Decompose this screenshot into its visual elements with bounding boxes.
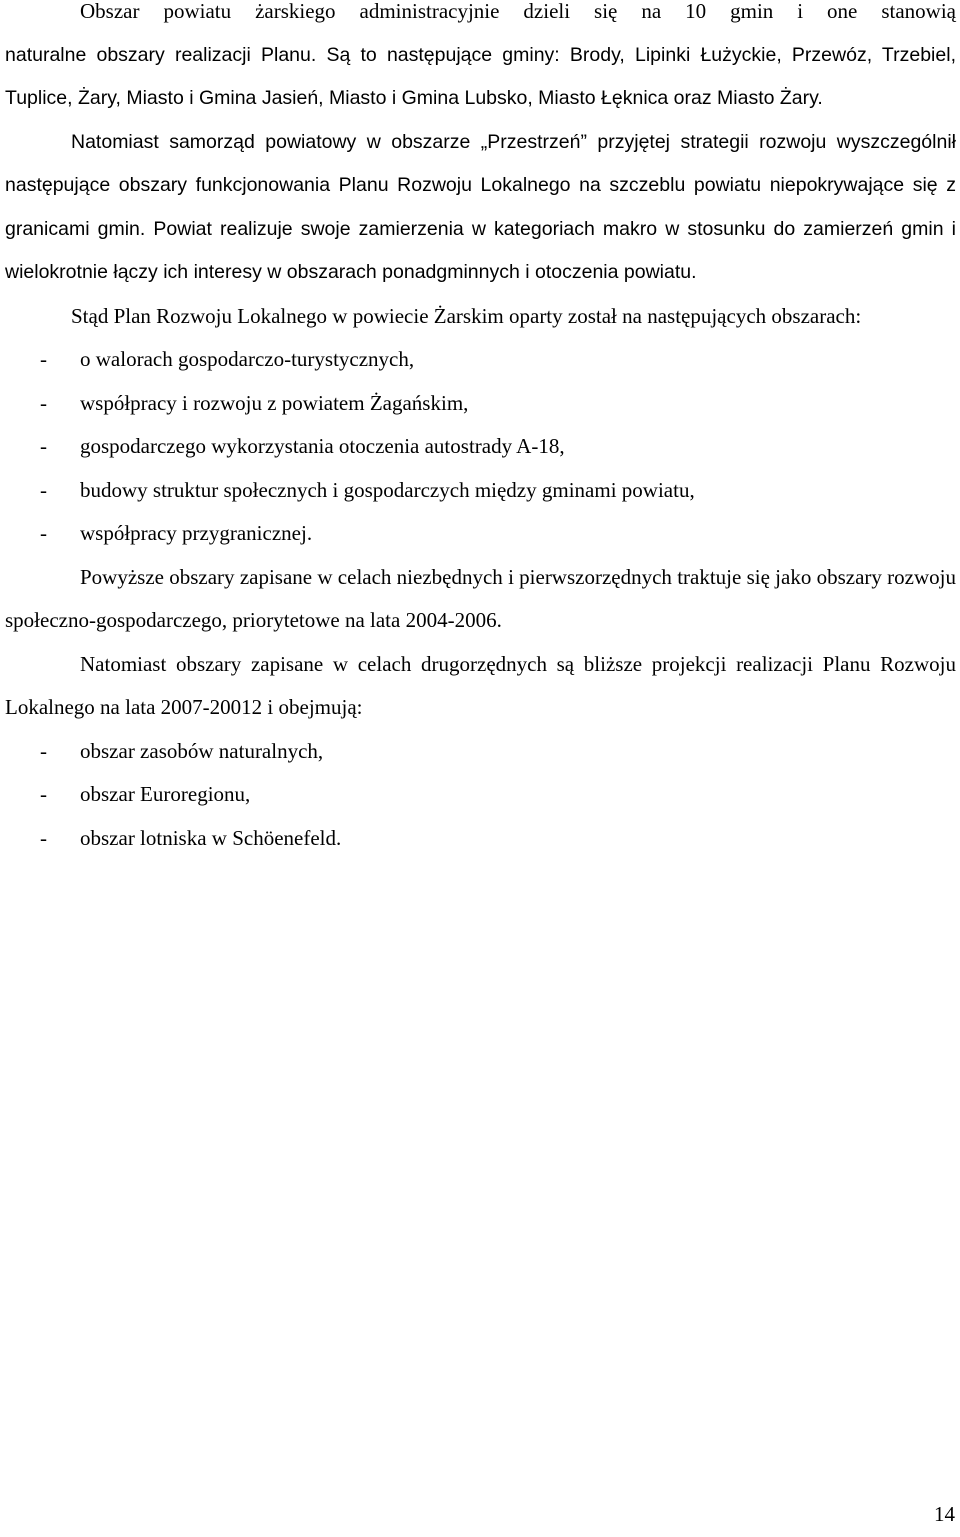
list-item-text: gospodarczego wykorzystania otoczenia autostrady A-18,	[80, 434, 565, 458]
list-bullet: -	[40, 521, 47, 545]
list-item	[5, 773, 956, 817]
list-item	[5, 730, 956, 774]
paragraph-priorytety: Powyższe obszary zapisane w celach niezbędnych i pierwszorzędnych traktuje się jako obszary rozwoju społeczno-gospodarczego, priorytetowe na lata 2004-2006.	[5, 564, 956, 632]
list-item-text: o walorach gospodarczo-turystycznych,	[80, 347, 415, 371]
list-item-text: obszar Euroregionu,	[80, 782, 251, 806]
list-item	[5, 425, 956, 469]
paragraph-samorzad: Natomiast samorząd powiatowy w obszarze „Przestrzeń” przyjętej strategii rozwoju wyszczególnił następujące obszary funkcjonowania Planu Rozwoju Lokalnego na szczeblu powiatu niepokrywające się z granicami gmin. Powiat realizuje swoje zamierzenia w kategoriach makro w stosunku do zamierzeń gmin i wielokrotnie łączy ich interesy w obszarach ponadgminnych i otoczenia powiatu.	[5, 130, 956, 283]
list-bullet: -	[40, 477, 47, 502]
list-bullet: -	[40, 347, 47, 371]
list-bullet: -	[40, 738, 47, 763]
paragraph-gminy-list: naturalne obszary realizacji Planu. Są to następujące gminy: Brody, Lipinki Łużyckie, Przewóz, Trzebiel, Tuplice, Żary, Miasto i Gmina Jasień, Miasto i Gmina Lubsko, Miasto Łęknica oraz Miasto Żary.	[5, 43, 956, 109]
document-page	[5, 0, 956, 860]
list-item	[5, 338, 956, 382]
list-item-text: obszar zasobów naturalnych,	[80, 738, 324, 763]
paragraph-gminy-intro-line: Obszar powiatu żarskiego administracyjnie dzieli się na 10 gmin i one stanowią	[80, 0, 956, 23]
list-bullet: -	[40, 390, 47, 415]
list-bullet: -	[40, 782, 47, 806]
list-item	[5, 817, 956, 861]
list-item-text: obszar lotniska w Schöenefeld.	[80, 825, 342, 850]
list-item-text: współpracy przygranicznej.	[80, 521, 313, 545]
list-item	[5, 512, 956, 556]
paragraph-obszary-intro: Stąd Plan Rozwoju Lokalnego w powiecie Żarskim oparty został na następujących obszarach:	[71, 303, 862, 328]
page-number: 14	[934, 1502, 955, 1526]
list-obszary-drugorzedne	[5, 730, 956, 861]
list-item-text: budowy struktur społecznych i gospodarczych między gminami powiatu,	[80, 477, 695, 502]
list-bullet: -	[40, 825, 47, 850]
list-bullet: -	[40, 434, 47, 458]
list-obszary-rozwoju	[5, 338, 956, 556]
paragraph-drugorzedne: Natomiast obszary zapisane w celach drugorzędnych są bliższe projekcji realizacji Planu Rozwoju Lokalnego na lata 2007-20012 i obejmują:	[5, 651, 956, 719]
list-item	[5, 469, 956, 513]
list-item-text: współpracy i rozwoju z powiatem Żagańskim,	[80, 390, 469, 415]
list-item	[5, 382, 956, 426]
